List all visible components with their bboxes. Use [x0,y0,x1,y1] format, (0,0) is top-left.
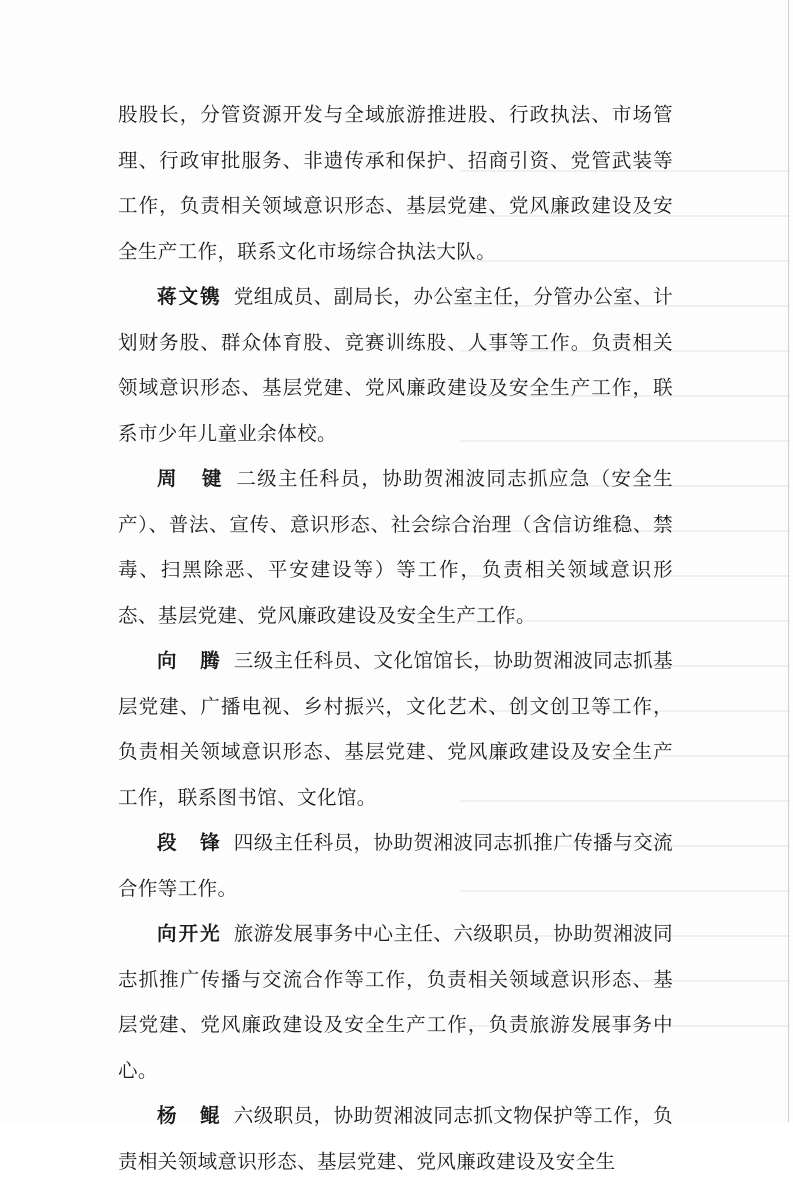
paragraph-text: 二级主任科员，协助贺湘波同志抓应急（安全生产）、普法、宣传、意识形态、社会综合治理（含信访维稳、禁毒、扫黑除恶、平安建设等）等工作，负责相关领域意识形态、基层党建、党风廉政建设及安全生产工作。 [118,467,673,627]
person-name: 向开光 [157,922,222,945]
paragraph-text: 旅游发展事务中心主任、六级职员，协助贺湘波同志抓推广传播与交流合作等工作，负责相关领域意识形态、基层党建、党风廉政建设及安全生产工作，负责旅游发展事务中心。 [118,922,673,1082]
paragraph-xiang-kaiguang [118,911,673,1093]
paragraph-text: 四级主任科员，协助贺湘波同志抓推广传播与交流合作等工作。 [118,831,673,900]
paragraph-jiang-wenjuan [118,274,673,456]
person-name: 杨 鲲 [157,1104,222,1127]
paragraph-text: 股股长，分管资源开发与全域旅游推进股、行政执法、市场管理、行政审批服务、非遗传承和保护、招商引资、党管武装等工作，负责相关领域意识形态、基层党建、党风廉政建设及安全生产工作，联系文化市场综合执法大队。 [118,103,673,263]
person-name: 蒋文镌 [157,285,222,308]
paragraph-xiang-teng [118,638,673,820]
paragraph-text: 三级主任科员、文化馆馆长，协助贺湘波同志抓基层党建、广播电视、乡村振兴，文化艺术、创文创卫等工作，负责相关领域意识形态、基层党建、党风廉政建设及安全生产工作，联系图书馆、文化馆。 [118,649,673,809]
paragraph-text: 六级职员，协助贺湘波同志抓文物保护等工作，负责相关领域意识形态、基层党建、党风廉政建设及安全生 [118,1104,673,1173]
person-name: 向 腾 [157,649,222,672]
paragraph-continuation [118,92,673,274]
person-name: 周 键 [157,467,225,490]
paragraph-duan-feng [118,820,673,911]
paragraph-text: 党组成员、副局长，办公室主任，分管办公室、计划财务股、群众体育股、竞赛训练股、人事等工作。负责相关领域意识形态、基层党建、党风廉政建设及安全生产工作，联系市少年儿童业余体校。 [118,285,673,445]
document-body [118,92,673,1184]
person-name: 段 锋 [157,831,222,854]
paragraph-yang-kun [118,1093,673,1184]
paragraph-zhou-jian [118,456,673,638]
scan-edge-line [788,0,789,1122]
